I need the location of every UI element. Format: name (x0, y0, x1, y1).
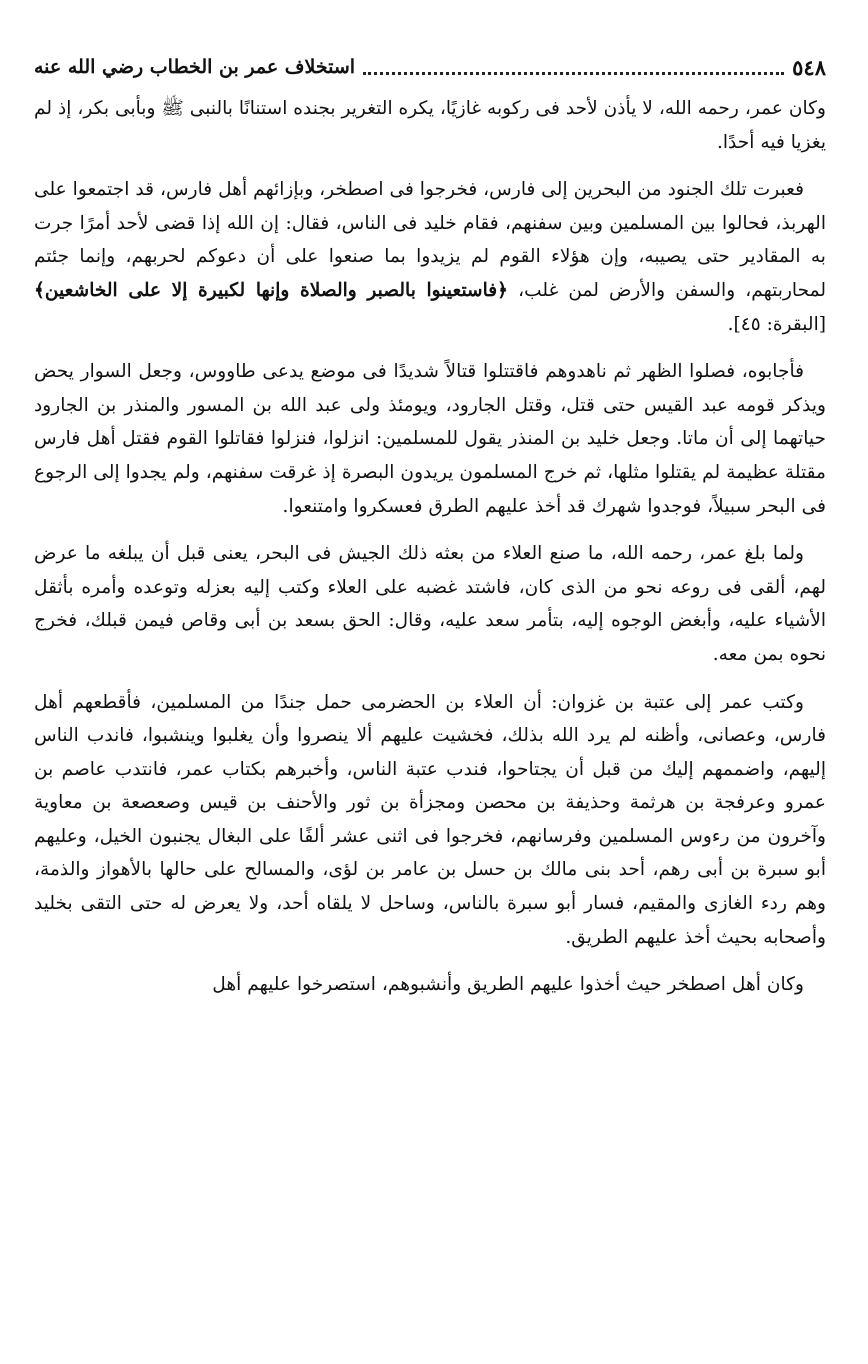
running-header (34, 52, 826, 82)
paragraph-1: وكان عمر، رحمه الله، لا يأذن لأحد فى ركوبه غازيًا، يكره التغرير بجنده استنانًا بالنبى ﷺ وبأبى بكر، إذ لم يغزيا فيه أحدًا. (34, 98, 826, 153)
paragraph-4: ولما بلغ عمر، رحمه الله، ما صنع العلاء من بعثه ذلك الجيش فى البحر، يعنى قبل أن يبلغه ما عرض لهم، ألقى فى روعه نحو من الذى كان، فاشتد غضبه على العلاء وكتب إليه بعزله وتوعده وأمره بأثقل الأشياء عليه، وأبغض الوجوه إليه، بتأمر سعد عليه، وقال: الحق بسعد بن أبى وقاص فيمن قبلك، فخرج نحوه بمن معه. (34, 543, 826, 665)
chapter-title: استخلاف عمر بن الخطاب رضي الله عنه (34, 56, 356, 78)
verse-reference: [البقرة: ٤٥]. (727, 313, 826, 335)
paragraph-5: وكتب عمر إلى عتبة بن غزوان: أن العلاء بن الحضرمى حمل جندًا من المسلمين، فأقطعهم أهل فارس، وعصانى، وأظنه لم يرد الله بذلك، فخشيت عليهم ألا ينصروا وأن يغلبوا وينشبوا، فاندب الناس إليهم، واضممهم إليك من قبل أن يجتاحوا، فندب عتبة الناس، وأخبرهم بكتاب عمر، فانتدب عاصم بن عمرو وعرفجة بن هرثمة وحذيفة بن محصن ومجزأة بن ثور والأحنف بن قيس وصعصعة بن معاوية وآخرون من رءوس المسلمين وفرسانهم، فخرجوا فى اثنى عشر ألفًا على البغال يجنبون الخيل، وعليهم أبو سبرة بن أبى رهم، أحد بنى مالك بن حسل بن عامر بن لؤى، والمسالح على حالها بالأهواز والذمة، وهم ردء الغازى والمقيم، فسار أبو سبرة بالناس، وساحل لا يلقاه أحد، ولا يعرض له حتى التقى بخليد وأصحابه بحيث أخذ عليهم الطريق. (34, 691, 826, 948)
paragraph-3: فأجابوه، فصلوا الظهر ثم ناهدوهم فاقتتلوا قتالاً شديدًا فى موضع يدعى طاووس، وجعل السوار يحض ويذكر قومه عبد القيس حتى قتل، وقتل الجارود، ويومئذ ولى عبد الله بن المسور والمنذر بن الجارود حياتهما إلى أن ماتا. وجعل خليد بن المنذر يقول للمسلمين: انزلوا، فنزلوا فقاتلوا القوم فقتل أهل فارس مقتلة عظيمة لم يقتلوا مثلها، ثم خرج المسلمون يريدون البصرة إذ غرقت سفنهم، ولم يجدوا إلى الرجوع فى البحر سبيلاً، فوجدوا شهرك قد أخذ عليهم الطرق فعسكروا وامتنعوا. (34, 361, 826, 517)
paragraph-2 (34, 173, 826, 341)
paragraph-2-text: فعبرت تلك الجنود من البحرين إلى فارس، فخرجوا فى اصطخر، وبإزائهم أهل فارس، قد اجتمعوا على الهربذ، فحالوا بين المسلمين وبين سفنهم، فقام خليد فى الناس، فقال: إن الله إذا قضى لأحد أمرًا جرت به المقادير حتى يصيبه، وإن هؤلاء القوم لم يزيدوا بما صنعوا على أن دعوكم لحربهم، وإنما جئتم لمحاربتهم، والسفن والأرض لمن غلب، (34, 179, 827, 301)
leader-dots (363, 72, 784, 75)
paragraph-6: وكان أهل اصطخر حيث أخذوا عليهم الطريق وأنشبوهم، استصرخوا عليهم أهل (212, 974, 804, 996)
quran-verse: ﴿فاستعينوا بالصبر والصلاة وإنها لكبيرة إلا على الخاشعين﴾ (34, 279, 509, 301)
page-number: ٥٤٨ (792, 54, 826, 80)
body-text (34, 92, 826, 1016)
